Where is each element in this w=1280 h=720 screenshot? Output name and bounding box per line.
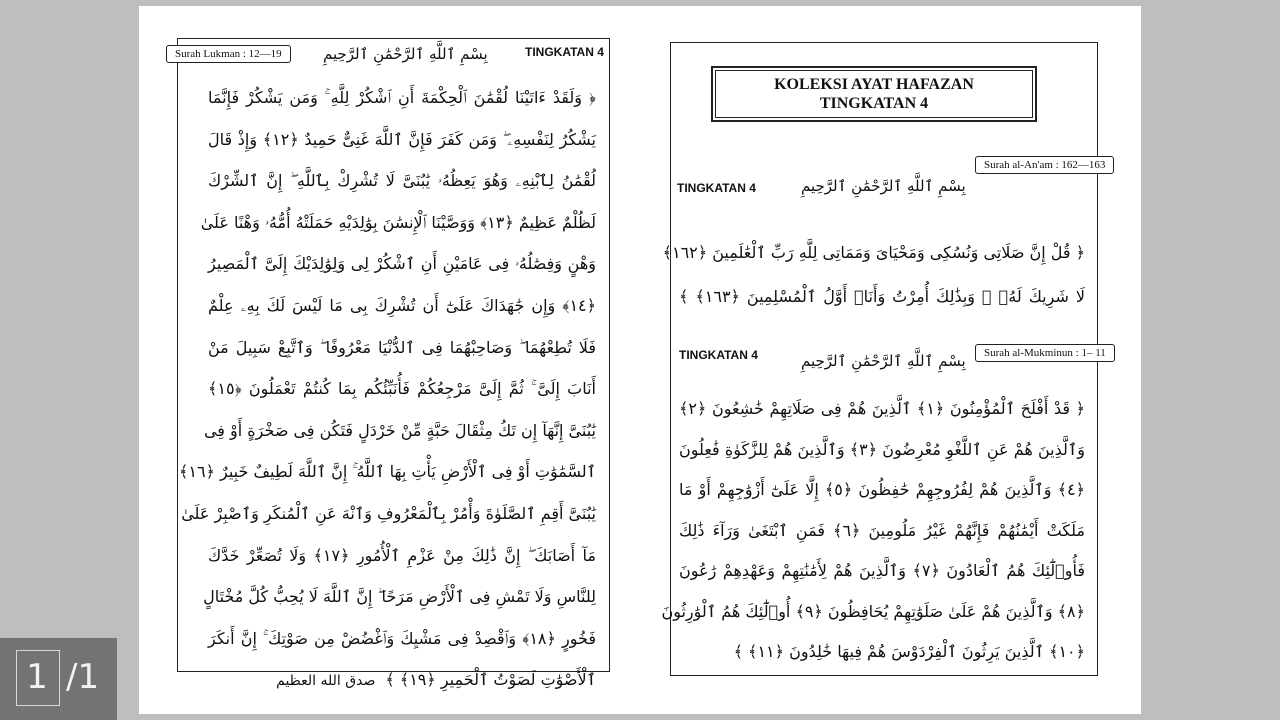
verse-line: وَهْنٍ وَفِصَٰلُهُۥ فِى عَامَيْنِ أَنِ ٱشْكُرْ لِى وَلِوَٰلِدَيْكَ إِلَىَّ ٱلْمَصِيرُ [208, 254, 596, 274]
verse-line: ﴿ قَدْ أَفْلَحَ ٱلْمُؤْمِنُونَ ﴿١﴾ ٱلَّذِينَ هُمْ فِى صَلَاتِهِمْ خَٰشِعُونَ ﴿٢﴾ [679, 399, 1086, 418]
document-page [139, 6, 1141, 714]
verse-line: لُقْمَٰنُ لِٱبْنِهِۦ وَهُوَ يَعِظُهُۥ يَٰبُنَىَّ لَا تُشْرِكْ بِٱللَّهِ ۖ إِنَّ ٱلشِّرْكَ [208, 171, 596, 191]
verse-line-last [208, 659, 596, 701]
tingkatan-label: TINGKATAN 4 [525, 45, 604, 59]
left-panel-surah-lukman [175, 38, 610, 690]
surah-reference-label: Surah Lukman : 12—19 [166, 45, 291, 63]
page-counter[interactable] [0, 638, 117, 720]
collection-title-inner [715, 70, 1033, 118]
verse-line: لَا شَرِيكَ لَهُۥ ۖ وَبِذَٰلِكَ أُمِرْتُ وَأَنَا۠ أَوَّلُ ٱلْمُسْلِمِينَ ﴿١٦٣﴾ ﴾ [679, 287, 1086, 306]
verse-text-block-mukminun [661, 389, 1086, 673]
verse-line: ﴿ قُلْ إِنَّ صَلَاتِى وَنُسُكِى وَمَحْيَاىَ وَمَمَاتِى لِلَّهِ رَبِّ ٱلْعَٰلَمِينَ ﴿١٦٢﴾ [662, 243, 1085, 262]
verse-line: لِلنَّاسِ وَلَا تَمْشِ فِى ٱلْأَرْضِ مَرَحًا ۖ إِنَّ ٱللَّهَ لَا يُحِبُّ كُلَّ مُخْتَالٍ [203, 587, 596, 607]
verse-line: مَآ أَصَابَكَ ۖ إِنَّ ذَٰلِكَ مِنْ عَزْمِ ٱلْأُمُورِ ﴿١٧﴾ وَلَا تُصَعِّرْ خَدَّكَ [208, 545, 596, 565]
total-pages: /1 [66, 657, 100, 697]
surah-reference-label: Surah al-An'am : 162—163 [975, 156, 1114, 174]
verse-line: ﴿١٠﴾ ٱلَّذِينَ يَرِثُونَ ٱلْفِرْدَوْسَ هُمْ فِيهَا خَٰلِدُونَ ﴿١١﴾ ﴾ [733, 642, 1085, 661]
verse-line: ﴿٤﴾ وَٱلَّذِينَ هُمْ لِفُرُوجِهِمْ حَٰفِظُونَ ﴿٥﴾ إِلَّا عَلَىٰٓ أَزْوَٰجِهِمْ أَوْ مَا [679, 480, 1085, 499]
collection-title-line1: KOLEKSI AYAT HAFAZAN [774, 76, 974, 93]
verse-line: يَشْكُرُ لِنَفْسِهِۦ ۖ وَمَن كَفَرَ فَإِنَّ ٱللَّهَ غَنِىٌّ حَمِيدٌ ﴿١٢﴾ وَإِذْ قَالَ [208, 129, 596, 149]
verse-text-block-anam [662, 231, 1086, 319]
collection-title-box [711, 66, 1037, 122]
verse-line: فَأُو۟لَٰٓئِكَ هُمُ ٱلْعَادُونَ ﴿٧﴾ وَٱلَّذِينَ هُمْ لِأَمَٰنَٰتِهِمْ وَعَهْدِهِمْ رَٰعُونَ [679, 561, 1085, 580]
verse-text-block [178, 77, 596, 701]
verse-line: أَنَابَ إِلَىَّ ۚ ثُمَّ إِلَىَّ مَرْجِعُكُمْ فَأُنَبِّئُكُم بِمَا كُنتُمْ تَعْمَلُونَ ﴿١٥﴾ [208, 379, 596, 399]
verse-line: مَلَكَتْ أَيْمَٰنُهُمْ فَإِنَّهُمْ غَيْرُ مَلُومِينَ ﴿٦﴾ فَمَنِ ٱبْتَغَىٰ وَرَآءَ ذَٰلِكَ [679, 520, 1086, 540]
verse-line: فَخُورٍ ﴿١٨﴾ وَٱقْصِدْ فِى مَشْيِكَ وَٱغْضُضْ مِن صَوْتِكَ ۚ إِنَّ أَنكَرَ [208, 628, 596, 648]
verse-line: يَٰبُنَىَّ أَقِمِ ٱلصَّلَوٰةَ وَأْمُرْ بِٱلْمَعْرُوفِ وَٱنْهَ عَنِ ٱلْمُنكَرِ وَٱصْبِرْ عَلَىٰ [181, 503, 596, 523]
basmala-calligraphy: بِسْمِ ٱللَّهِ ٱلرَّحْمَٰنِ ٱلرَّحِيمِ [801, 177, 966, 195]
tingkatan-label: TINGKATAN 4 [679, 348, 758, 362]
closing-phrase: صدق الله العظيم [276, 673, 376, 690]
basmala-calligraphy: بِسْمِ ٱللَّهِ ٱلرَّحْمَٰنِ ٱلرَّحِيمِ [801, 352, 966, 370]
verse-line: ﴿٨﴾ وَٱلَّذِينَ هُمْ عَلَىٰ صَلَوَٰتِهِمْ يُحَافِظُونَ ﴿٩﴾ أُو۟لَٰٓئِكَ هُمُ ٱلْوَٰرِثُونَ [661, 601, 1085, 621]
collection-title-line2: TINGKATAN 4 [819, 95, 929, 112]
verse-line: لَظُلْمٌ عَظِيمٌ ﴿١٣﴾ وَوَصَّيْنَا ٱلْإِنسَٰنَ بِوَٰلِدَيْهِ حَمَلَتْهُ أُمُّهُۥ وَهْنًا عَلَىٰ [200, 212, 596, 232]
verse-line: فَلَا تُطِعْهُمَا ۖ وَصَاحِبْهُمَا فِى ٱلدُّنْيَا مَعْرُوفًا ۖ وَٱتَّبِعْ سَبِيلَ مَنْ [208, 337, 596, 357]
verse-line: يَٰبُنَىَّ إِنَّهَآ إِن تَكُ مِثْقَالَ حَبَّةٍ مِّنْ خَرْدَلٍ فَتَكُن فِى صَخْرَةٍ أَوْ فِى [203, 420, 596, 440]
verse-line: ﴿ وَلَقَدْ ءَاتَيْنَا لُقْمَٰنَ ٱلْحِكْمَةَ أَنِ ٱشْكُرْ لِلَّهِ ۚ وَمَن يَشْكُرْ فَإِنَّمَا [208, 88, 596, 107]
tingkatan-label: TINGKATAN 4 [677, 181, 756, 195]
basmala-calligraphy: بِسْمِ ٱللَّهِ ٱلرَّحْمَٰنِ ٱلرَّحِيمِ [323, 45, 488, 63]
verse-line: وَٱلَّذِينَ هُمْ عَنِ ٱللَّغْوِ مُعْرِضُونَ ﴿٣﴾ وَٱلَّذِينَ هُمْ لِلزَّكَوٰةِ فَٰعِلُونَ [679, 439, 1086, 459]
surah-reference-label: Surah al-Mukminun : 1– 11 [975, 344, 1115, 362]
verse-line-text: ٱلْأَصْوَٰتِ لَصَوْتُ ٱلْحَمِيرِ ﴿١٩﴾ ﴾ [385, 670, 596, 690]
verse-line: ٱلسَّمَٰوَٰتِ أَوْ فِى ٱلْأَرْضِ يَأْتِ بِهَا ٱللَّهُ ۚ إِنَّ ٱللَّهَ لَطِيفٌ خَبِيرٌ ﴿١٦﴾ [178, 462, 596, 482]
verse-line: ﴿١٤﴾ وَإِن جَٰهَدَاكَ عَلَىٰٓ أَن تُشْرِكَ بِى مَا لَيْسَ لَكَ بِهِۦ عِلْمٌ [208, 295, 596, 315]
current-page-number: 1 [26, 657, 48, 697]
right-panel-collection [661, 42, 1106, 676]
